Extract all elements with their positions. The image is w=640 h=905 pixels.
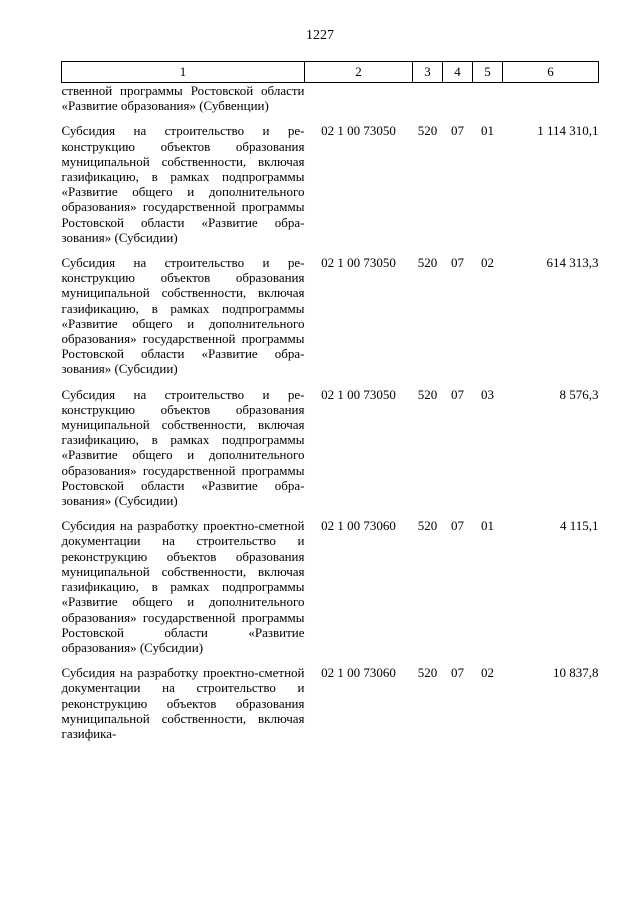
row-col-4: 07 xyxy=(451,518,464,534)
row-name: Субсидия на строительство и реконструкцию объектов образования муниципальной собственности, включая газификацию, в рамках подпрограммы «Развитие общего и дополнительного образования» государственной программы Ростовской области «Развитие образования» (Субсидии) xyxy=(61,255,305,377)
row-col-4: 07 xyxy=(451,255,464,271)
table-row xyxy=(62,655,599,741)
page-number: 1227 xyxy=(306,28,334,43)
row-amount: 10 837,8 xyxy=(553,665,599,681)
header-col-2: 2 xyxy=(305,62,413,83)
row-name: ственной программы Ростовской области «Развитие образования» (Субвенции) xyxy=(61,83,305,114)
row-name: Субсидия на строительство и реконструкцию объектов образования муниципальной собственности, включая газификацию, в рамках подпрограммы «Развитие общего и дополнительного образования» государственной программы Ростовской области «Развитие образования» (Субсидии) xyxy=(61,123,305,245)
header-col-1: 1 xyxy=(62,62,305,83)
row-col-3: 520 xyxy=(417,123,438,139)
row-col-3: 520 xyxy=(417,255,438,271)
row-code: 02 1 00 73050 xyxy=(321,255,396,271)
row-amount: 4 115,1 xyxy=(559,518,599,534)
row-amount: 1 114 310,1 xyxy=(537,123,599,139)
row-code xyxy=(305,83,413,114)
header-col-5: 5 xyxy=(473,62,503,83)
row-code: 02 1 00 73050 xyxy=(321,123,396,139)
row-col-3: 520 xyxy=(417,386,438,402)
row-col-4: 07 xyxy=(451,123,464,139)
row-code: 02 1 00 73050 xyxy=(321,386,396,402)
row-col-3: 520 xyxy=(417,665,438,681)
budget-table xyxy=(61,61,599,741)
row-name: Субсидия на разработку проектно-сметной документации на строительство и реконструкцию объектов образования муниципальной собственности, включая газификацию, в рамках подпрограммы «Развитие общего и дополнительного образования» государственной программы Ростовской области «Развитие образования» (Субсидии) xyxy=(61,518,305,655)
row-col-4: 07 xyxy=(451,665,464,681)
row-name: Субсидия на строительство и реконструкцию объектов образования муниципальной собственности, включая газификацию, в рамках подпрограммы «Развитие общего и дополнительного образования» государственной программы Ростовской области «Развитие образования» (Субсидии) xyxy=(61,386,305,509)
table-row xyxy=(62,508,599,655)
row-col-3: 520 xyxy=(417,518,438,534)
row-col-5: 01 xyxy=(481,123,494,139)
row-col-4: 07 xyxy=(451,386,464,402)
row-amount: 8 576,3 xyxy=(559,386,599,402)
row-col-5: 02 xyxy=(481,255,494,271)
table-header-row xyxy=(62,62,599,83)
row-amount xyxy=(503,83,599,114)
row-code: 02 1 00 73060 xyxy=(321,665,396,681)
table-row xyxy=(62,113,599,245)
row-col-5 xyxy=(473,83,503,114)
row-amount: 614 313,3 xyxy=(546,255,599,271)
table-row xyxy=(62,377,599,509)
row-col-3 xyxy=(413,83,443,114)
row-col-4 xyxy=(443,83,473,114)
row-col-5: 02 xyxy=(481,665,494,681)
row-name: Субсидия на разработку проектно-сметной документации на строительство и реконструкцию объектов образования муниципальной собственности, включая газифика- xyxy=(61,665,305,741)
header-col-6: 6 xyxy=(503,62,599,83)
row-col-5: 01 xyxy=(481,518,494,534)
table-row xyxy=(62,83,599,114)
table-row xyxy=(62,245,599,377)
header-col-3: 3 xyxy=(413,62,443,83)
header-col-4: 4 xyxy=(443,62,473,83)
row-col-5: 03 xyxy=(481,386,494,402)
row-code: 02 1 00 73060 xyxy=(321,518,396,534)
